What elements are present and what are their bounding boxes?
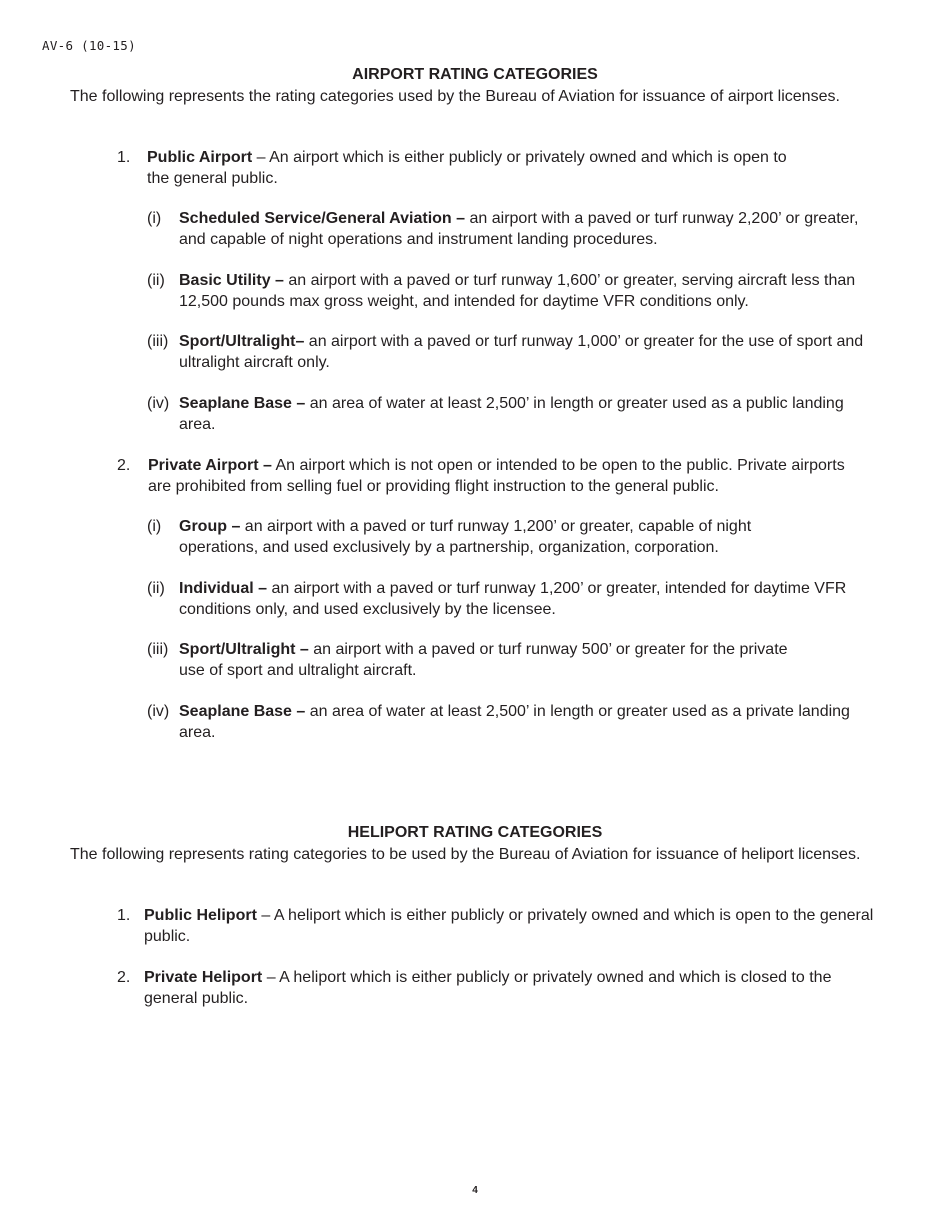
sub-number: (i) xyxy=(147,210,162,227)
sub-individual xyxy=(179,579,879,620)
sub-basic-utility xyxy=(179,271,879,312)
sub-group xyxy=(179,517,819,558)
airport-intro: The following represents the rating categories used by the Bureau of Aviation for issuance of airport licenses. xyxy=(70,88,840,105)
category-number: 2. xyxy=(117,457,131,474)
sub-text: an airport with a paved or turf runway 2,200’ or greater, and capable of night operations and instrument landing procedures. xyxy=(179,210,859,248)
sub-seaplane-base xyxy=(179,394,869,435)
category-text: An airport which is not open or intended to be open to the public. Private airports are prohibited from selling fuel or providing flight instruction to the general public. xyxy=(148,457,845,495)
category-title: Public Airport xyxy=(147,149,253,166)
sub-title: Group – xyxy=(179,518,241,535)
category-text: – A heliport which is either publicly or privately owned and which is closed to the general public. xyxy=(144,969,832,1007)
sub-number: (ii) xyxy=(147,580,165,597)
sub-number: (iii) xyxy=(147,333,169,350)
heliport-intro: The following represents rating categories to be used by the Bureau of Aviation for issuance of heliport licenses. xyxy=(70,846,861,863)
category-private-heliport xyxy=(144,968,869,1009)
category-private-airport xyxy=(148,456,858,497)
sub-number: (ii) xyxy=(147,272,165,289)
sub-text: an airport with a paved or turf runway 500’ or greater for the private use of sport and ultralight aircraft. xyxy=(179,641,788,679)
sub-number: (iv) xyxy=(147,703,170,720)
sub-title: Sport/Ultralight – xyxy=(179,641,309,658)
sub-title: Seaplane Base – xyxy=(179,395,306,412)
category-title: Private Heliport xyxy=(144,969,263,986)
category-text: – A heliport which is either publicly or privately owned and which is open to the general public. xyxy=(144,907,874,945)
sub-text: an airport with a paved or turf runway 1,200’ or greater, capable of night operations, and used exclusively by a partnership, organization, corporation. xyxy=(179,518,752,556)
sub-text: an airport with a paved or turf runway 1,600’ or greater, serving aircraft less than 12,500 pounds max gross weight, and intended for daytime VFR conditions only. xyxy=(179,272,856,310)
category-text: – An airport which is either publicly or privately owned and which is open to the general public. xyxy=(147,149,787,187)
sub-title: Individual – xyxy=(179,580,268,597)
category-title: Private Airport – xyxy=(148,457,272,474)
sub-title: Basic Utility – xyxy=(179,272,284,289)
category-number: 2. xyxy=(117,969,131,986)
sub-title: Seaplane Base – xyxy=(179,703,306,720)
sub-sport-ultralight xyxy=(179,332,869,373)
page-number: 4 xyxy=(472,1185,478,1196)
sub-number: (i) xyxy=(147,518,162,535)
category-number: 1. xyxy=(117,907,131,924)
sub-text: an airport with a paved or turf runway 1,200’ or greater, intended for daytime VFR conditions only, and used exclusively by the licensee. xyxy=(179,580,847,618)
sub-text: an area of water at least 2,500’ in length or greater used as a private landing area. xyxy=(179,703,850,741)
category-title: Public Heliport xyxy=(144,907,257,924)
sub-seaplane-base-private xyxy=(179,702,869,743)
sub-text: an area of water at least 2,500’ in length or greater used as a public landing area. xyxy=(179,395,844,433)
sub-title: Scheduled Service/General Aviation – xyxy=(179,210,466,227)
sub-scheduled-service xyxy=(179,209,874,250)
category-public-airport xyxy=(147,148,797,189)
category-public-heliport xyxy=(144,906,879,947)
airport-heading: AIRPORT RATING CATEGORIES xyxy=(352,66,598,83)
sub-title: Sport/Ultralight– xyxy=(179,333,305,350)
sub-number: (iii) xyxy=(147,641,169,658)
form-number: AV-6 (10-15) xyxy=(42,38,136,53)
sub-number: (iv) xyxy=(147,395,170,412)
heliport-heading: HELIPORT RATING CATEGORIES xyxy=(347,824,603,841)
category-number: 1. xyxy=(117,149,131,166)
sub-text: an airport with a paved or turf runway 1,000’ or greater for the use of sport and ultralight aircraft only. xyxy=(179,333,864,371)
sub-sport-ultralight-private xyxy=(179,640,799,681)
